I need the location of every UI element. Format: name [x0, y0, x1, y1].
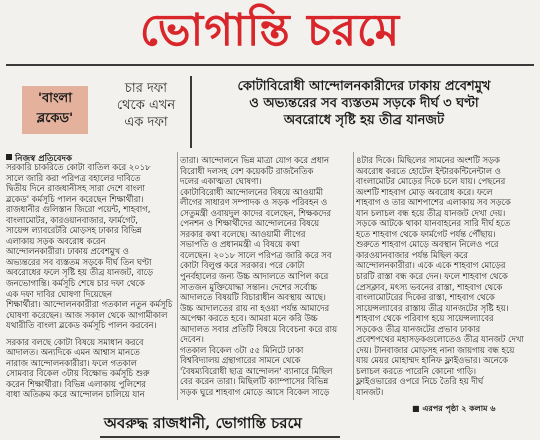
article-line: শিক্ষার্থীরা। আন্দোলনকারীরা গতকাল নতুন কর্মসূচি — [6, 299, 173, 310]
article-line: দলের একাত্মতা ঘোষণা। — [180, 176, 262, 187]
byline-square-icon — [6, 154, 12, 160]
article-column-3 — [356, 155, 534, 398]
continuation-note: ■ এরপর পৃষ্ঠা ২ কলাম ৬ — [412, 404, 496, 413]
article-line: দেবেন। — [180, 334, 204, 345]
bangla-blockade-tag — [22, 86, 88, 134]
article-line: সরকার কথা বলেছে। আওয়ামী লীগের — [180, 228, 306, 239]
article-line: সড়কেও তীব্র যানজটের প্রভাব ঢাকার — [356, 323, 481, 334]
subheadline — [112, 80, 180, 131]
article-line: অবরোধের ফলে সৃষ্টি হয় তীব্র যানজট, বাড়ে — [6, 267, 154, 278]
article-line: বাংলামোটর, কারওয়ানবাজার, ফার্মগেট, — [6, 214, 138, 225]
deck-line-2: ও অভ্যন্তরের সব ব্যস্ততম সড়কে দীর্ঘ ৩ ঘণ্টা — [249, 96, 479, 111]
footer-rule — [100, 436, 340, 438]
article-line: সালে জারি করা পরিপত্র বহালের দাবিতে — [6, 172, 141, 183]
article-line: উচ্চ আদালতের রায় না হওয়া পর্যন্ত আমাদের — [180, 302, 330, 313]
article-line: চারটি রাস্তা বন্ধ করে দেন। ফলে শাহবাগ থেকে — [356, 271, 508, 282]
main-deck — [196, 78, 532, 129]
article-line: এক দফা দাবির ঘোষণা দিয়েছেন — [6, 288, 112, 299]
article-line: অপেক্ষা করতে হবে। আমরা মনে করি উচ্চ — [180, 313, 318, 324]
article-line: নারাজ আন্দোলনকারীরা। ফলে গতকাল — [6, 357, 137, 368]
headline-rule — [6, 64, 534, 66]
column-divider — [177, 152, 178, 400]
article-line: অংশটি শাহবাগ মোড় অবরোধ করে। ফলে — [356, 186, 493, 197]
subhead-line-1: চার দফা — [124, 81, 168, 96]
article-line: সোমবার বিকেল ৩টায় বিক্ষোভ কর্মসূচি শুরু — [6, 368, 150, 379]
article-line: তারা। আন্দোলনে ভিন্ন মাত্রা যোগ করে প্রধান — [180, 155, 330, 165]
tag-line-1: 'বাংলা — [37, 91, 73, 106]
article-line: বাধা অতিক্রম করে আন্দোলন চালিয়ে যান — [6, 389, 145, 400]
article-line: শাহবাগ ও তার আশপাশের এলাকায় সব সড়কে — [356, 197, 511, 208]
byline-text: নিজস্ব প্রতিবেদক — [15, 154, 72, 164]
article-line: রাজধানীর গুলিস্তান জিরো পয়েন্ট, শাহবাগ, — [6, 204, 151, 215]
article-line: চলাচল করতে পারেনি কোনো গাড়ি। — [356, 365, 476, 376]
page-headline: ভোগান্তি চরমে — [139, 5, 401, 56]
article-line: যথারীতি বাংলা ব্লকেড কর্মসূচি পালন করবেন। — [6, 320, 157, 331]
article-line: অবরোধ করতে হোটেল ইন্টারকন্টিনেন্টাল ও — [356, 165, 501, 176]
article-line: সভাপতি ও প্রধানমন্ত্রী এ বিষয়ে কথা — [180, 239, 300, 250]
article-line: সরকার বলছে কোটা বিষয়ে সমাধান করবে — [6, 336, 144, 347]
subhead-line-2: থেকে এখন — [116, 98, 176, 113]
article-line: সড়ক ঘুরে শাহবাগ মোড়ে আসে বিকেল সাড়ে — [180, 387, 330, 398]
article-line: আদালত। অন্যদিকে এমন আশ্বাস মানতে — [6, 347, 140, 358]
article-line: ৪টার দিকে। মিছিলের সামনের অংশটি সড়ক — [356, 155, 500, 165]
article-line: আন্দোলনকারীরা। ঢাকায় প্রবেশমুখ ও — [6, 246, 129, 257]
article-line: সাতজন মুক্তিযোদ্ধা সন্তান। দেশের সর্বোচ্চ — [180, 281, 317, 292]
article-line: লীগের সাধারণ সম্পাদক ও সড়ক পরিবহন ও — [180, 197, 328, 208]
article-line: কারওয়ানবাজার পর্যন্ত মিছিল করে — [356, 249, 468, 260]
article-line: বিশ্ববিদ্যালয় গ্রন্থাগারের সামনে থেকে — [180, 355, 301, 366]
article-line: সায়েন্স ল্যাবরেটরি মোড়সহ ঢাকার বিভিন্ন — [6, 225, 142, 236]
article-line: সড়কে আটকে থাকা যানবাহনের সারি দীর্ঘ হতে — [356, 218, 511, 229]
article-column-2 — [180, 155, 350, 398]
article-line: যানজট। — [356, 387, 384, 398]
article-line: শাহবাগ থেকে পরিবাগ হয়ে সায়েন্সল্যাবের — [356, 313, 494, 324]
tag-line-2: ব্লকেড' — [36, 111, 74, 126]
article-line: আদালতে বিষয়টি বিচারাধীন অবস্থায় আছে। — [180, 292, 326, 303]
article-line: অভ্যন্তরের সব ব্যস্ততম সড়কে দীর্ঘ তিন ঘণ্টা — [6, 256, 152, 267]
article-line: হতে শাহবাগ থেকে ফার্মগেট পর্যন্ত পৌঁছায়। — [356, 228, 496, 239]
deck-divider — [190, 76, 192, 148]
article-line: বের করেন তারা। মিছিলটি ক্যাম্পাসের বিভিন্ন — [180, 376, 329, 387]
article-line: ফ্লাইওভারের ওপরে নিচে তৈরি হয় দীর্ঘ — [356, 376, 484, 387]
article-line: সায়েন্সল্যাবের রাস্তায় তীব্র যানজটের সৃষ্টি হয়। — [356, 302, 509, 313]
article-line: বিরোধী দলসহ বেশ কয়েকটি রাজনৈতিক — [180, 165, 314, 176]
article-line: বাংলামোটরের দিকের রাস্তা, শাহবাগ থেকে — [356, 292, 495, 303]
article-line: পেনশন ও শিক্ষার্থীদের আন্দোলনের বিষয়ে — [180, 218, 320, 229]
article-line: দেয়। টানবাজার মোড়সহ নানা জায়গায় বন্ধ হয়ে — [356, 344, 515, 355]
article-line: বলেছেন। ২০১৮ সালে পরিপত্র জারি করে সব — [180, 249, 332, 260]
article-line: শুরুতে শাহবাগ মোড়ে অবস্থান নিলেও পরে — [356, 239, 499, 250]
article-line: বাংলামোটর মোড়ের দিকে চলে যায়। পেছনের — [356, 176, 506, 187]
article-line: ব্লকেড' কর্মসূচি পালন করেছেন শিক্ষার্থীরা। — [6, 193, 144, 204]
article-line: কোটাবিরোধী আন্দোলনের বিষয়ে আওয়ামী — [180, 186, 324, 197]
article-line: যায় মেয়র মোহাম্মদ হানিফ ফ্লাইওভার। অনেকে — [356, 355, 509, 366]
article-line: দ্বিতীয় দিনে রাজধানীসহ সারা দেশে বাংলা — [6, 183, 145, 194]
footer-headline: অবরুদ্ধ রাজধানী, ভোগান্তি চরমে — [104, 414, 302, 432]
article-line: এলাকায় সড়ক অবরোধ করেন — [6, 235, 106, 246]
article-column-1 — [6, 162, 174, 400]
article-line: গতকাল বিকেল ৩টা ৫৫ মিনিটে ঢাকা — [180, 344, 304, 355]
article-line: আন্দোলনকারীরা। একে একে শাহবাগ মোড়ের — [356, 260, 506, 271]
article-line: সরকারি চাকরিতে কোটা বাতিল করে ২০১৮ — [6, 162, 151, 172]
article-line: কোটা বিলুপ্ত করে সরকার। পরে কোটা — [180, 260, 305, 271]
deck-line-1: কোটাবিরোধী আন্দোলনকারীদের ঢাকায় প্রবেশমুখ — [237, 79, 491, 94]
article-line: সেতুমন্ত্রী ওবায়দুল কাদের বলেছেন, শিক্ষকদের — [180, 207, 331, 218]
article-line: 'বৈষম্যবিরোধী ছাত্র আন্দোলন' ব্যানারে মিছিল — [180, 365, 333, 376]
article-line: প্রেসক্লাব, মৎস্য ভবনের রাস্তা, শাহবাগ থেকে — [356, 281, 503, 292]
article-line: প্রবেশপথের মহাসড়কগুলোতেও তীব্র যানজট দেখা — [356, 334, 524, 345]
column-divider — [353, 152, 354, 400]
article-line: জনভোগান্তি। কর্মসূচি শেষে চার দফা থেকে — [6, 278, 145, 289]
subhead-line-3: এক দফা — [124, 115, 168, 130]
article-line: পুনর্বহালের জন্য উচ্চ আদালতে আপিল করে — [180, 271, 329, 282]
article-line: যান চলাচল বন্ধ হয়ে তীব্র যানজট দেখা দেয়। — [356, 207, 506, 218]
deck-line-3: অবরোধে সৃষ্টি হয় তীব্র যানজট — [283, 113, 445, 128]
article-line: করেন শিক্ষার্থীরা। বিভিন্ন এলাকায় পুলিশের — [6, 378, 146, 389]
article-line: ঘোষণা করেছেন। আজ সকাল থেকে আগামীকাল — [6, 309, 168, 320]
article-line: আদালত সবার প্রতিটি বিষয়ে বিবেচনা করে রায় — [180, 323, 338, 334]
